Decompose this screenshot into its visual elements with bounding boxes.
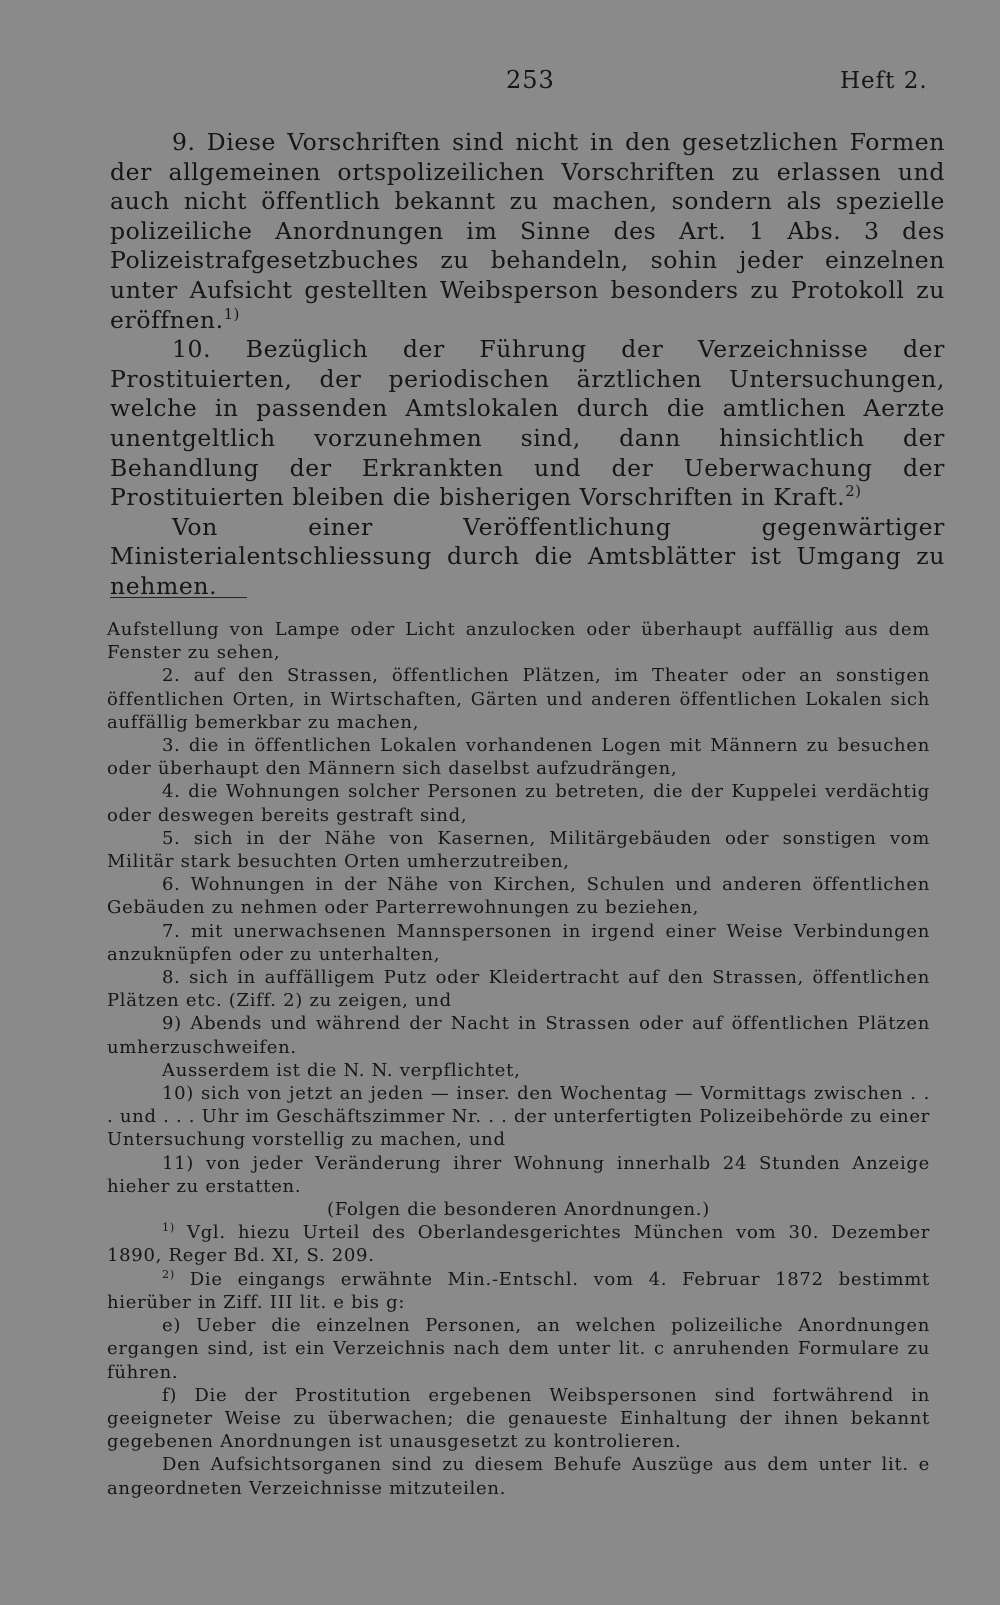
footnotes: [107, 618, 930, 1500]
footnote-line: 2. auf den Strassen, öffentlichen Plätzen, im Theater oder an sonstigen öffentlichen Orten, in Wirtschaften, Gärten und anderen öffentlichen Lokalen sich auffällig bemerkbar zu machen,: [107, 665, 930, 733]
footnote-line: f) Die der Prostitution ergebenen Weibspersonen sind fortwährend in geeigneter Weise zu überwachen; die genaueste Einhaltung der ihnen bekannt gegebenen Anordnungen ist unausgesetzt zu kontrolieren.: [107, 1384, 930, 1453]
footnote-marker: 2): [162, 1267, 175, 1281]
footnote-line: 8. sich in auffälligem Putz oder Kleidertracht auf den Strassen, öffentlichen Plätzen etc. (Ziff. 2) zu zeigen, und: [107, 967, 930, 1012]
footnote-marker: 1): [162, 1221, 175, 1235]
footnote-marker-number: 1: [162, 1221, 170, 1235]
footnote-line: e) Ueber die einzelnen Personen, an welchen polizeiliche Anordnungen ergangen sind, ist ein Verzeichnis nach dem unter lit. c anruhenden Formulare zu führen.: [107, 1315, 930, 1383]
paragraph: Von einer Veröffentlichung gegenwärtiger Ministerialentschliessung durch die Amtsblätter ist Umgang zu nehmen.: [110, 512, 945, 600]
footnote-line: 4. die Wohnungen solcher Personen zu betreten, die der Kuppelei verdächtig oder deswegen bereits gestraft sind,: [107, 781, 930, 826]
footnote-ref: 2): [845, 483, 862, 501]
footnote-line: (Folgen die besonderen Anordnungen.): [327, 1199, 710, 1221]
footnote-line: 9) Abends und während der Nacht in Strassen oder auf öffentlichen Plätzen umherzuschweifen.: [107, 1013, 930, 1058]
footnote-line: 5. sich in der Nähe von Kasernen, Militärgebäuden oder sonstigen vom Militär stark besuchten Orten umherzutreiben,: [107, 827, 930, 873]
paragraph-text: 9. Diese Vorschriften sind nicht in den gesetzlichen Formen der allgemeinen ortspolizeilichen Vorschriften zu erlassen und auch nicht öffentlich bekannt zu machen, sondern als spezielle polizeiliche Anordnungen im Sinne des Art. 1 Abs. 3 des Polizeistrafgesetzbuches zu behandeln, sohin jeder einzelnen unter Aufsicht gestellten Weibsperson besonders zu Protokoll zu eröffnen.: [110, 128, 945, 334]
footnote-ref: 1): [223, 305, 240, 323]
footnote-text: Die eingangs erwähnte Min.-Entschl. vom 4. Februar 1872 bestimmt hierüber in Ziff. III lit. e bis g:: [107, 1268, 930, 1313]
footnote-entry: [107, 1221, 930, 1267]
footnote-line: Aufstellung von Lampe oder Licht anzulocken oder überhaupt auffällig aus dem Fenster zu sehen,: [107, 619, 930, 664]
footnote-ref-number: 2: [845, 483, 856, 501]
footnote-text: Vgl. hiezu Urteil des Oberlandesgerichtes München vom 30. Dezember 1890, Reger Bd. XI, S. 209.: [107, 1222, 930, 1267]
page-number: 253: [506, 66, 555, 94]
footnote-line: 7. mit unerwachsenen Mannspersonen in irgend einer Weise Verbindungen anzuknüpfen oder zu unterhalten,: [107, 920, 930, 965]
issue-label: Heft 2.: [840, 68, 928, 94]
footnote-ref-number: 1: [223, 305, 234, 323]
footnote-rule: [110, 597, 247, 598]
footnote-marker-number: 2: [162, 1267, 170, 1281]
footnote-line: 3. die in öffentlichen Lokalen vorhandenen Logen mit Männern zu besuchen oder überhaupt den Männern sich daselbst aufzudrängen,: [107, 735, 930, 780]
footnote-line: Ausserdem ist die N. N. verpflichtet,: [162, 1059, 521, 1081]
footnote-line: 10) sich von jetzt an jeden — inser. den Wochentag — Vormittags zwischen . . . und . . . Uhr im Geschäftszimmer Nr. . . der unterfertigten Polizeibehörde zu einer Untersuchung vorstellig zu machen, und: [107, 1083, 930, 1151]
footnote-line: 11) von jeder Veränderung ihrer Wohnung innerhalb 24 Stunden Anzeige hieher zu erstatten.: [107, 1152, 930, 1197]
paragraph: [110, 335, 945, 513]
paragraph-text: 10. Bezüglich der Führung der Verzeichnisse der Prostituierten, der periodischen ärztlichen Untersuchungen, welche in passenden Amtslokalen durch die amtlichen Aerzte unentgeltlich vorzunehmen sind, dann hinsichtlich der Behandlung der Erkrankten und der Ueberwachung der Prostituierten bleiben die bisherigen Vorschriften in Kraft.: [110, 335, 945, 512]
main-text: [110, 128, 945, 602]
paragraph: [110, 128, 945, 335]
footnote-line: Den Aufsichtsorganen sind zu diesem Behufe Auszüge aus dem unter lit. e angeordneten Verzeichnisse mitzuteilen.: [107, 1454, 930, 1499]
footnote-entry: [107, 1268, 930, 1314]
footnote-line: 6. Wohnungen in der Nähe von Kirchen, Schulen und anderen öffentlichen Gebäuden zu nehmen oder Parterrewohnungen zu beziehen,: [107, 874, 930, 919]
